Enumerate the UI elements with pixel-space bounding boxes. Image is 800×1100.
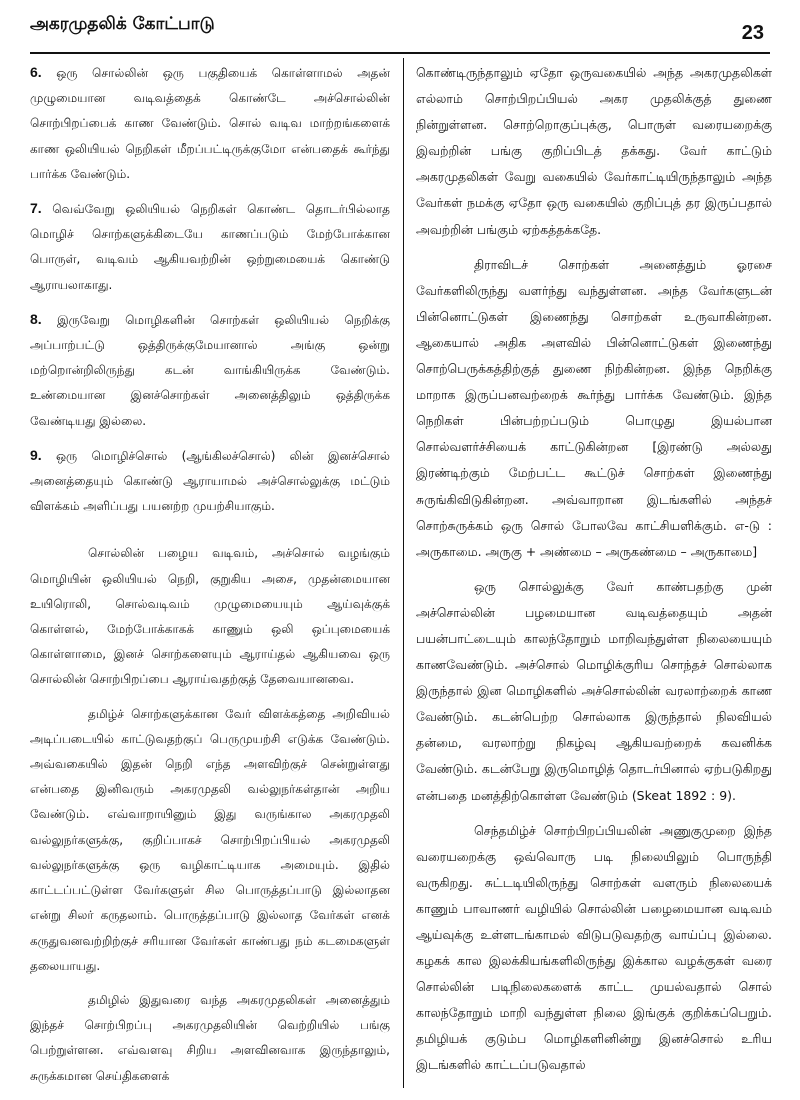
left-column bbox=[30, 60, 390, 1089]
running-header bbox=[30, 8, 770, 48]
body-paragraph: ஒரு சொல்லுக்கு வேர் காண்பதற்கு முன் அச்சொல்லின் பழமையான வடிவத்தையும் அதன் பயன்பாட்டையும் காலந்தோறும் மாறிவந்துள்ள நிலையையும் காணவேண்டும். அச்சொல் மொழிக்குரிய சொந்தச் சொல்லாக இருந்தால் இன மொழிகளில் அச்சொல்லின் வரலாற்றைக் காண வேண்டும். கடன்பெற்ற சொல்லாக இருந்தால் நிலவியல் தன்மை, வரலாற்று நிகழ்வு ஆகியவற்றைக் கவனிக்க வேண்டும். கடன்பேறு இருமொழித் தொடர்பினால் ஏற்படுகிறது என்பதை மனத்திற்கொள்ள வேண்டும் (Skeat 1892 : 9). bbox=[416, 578, 772, 803]
body-paragraph: கொண்டிருந்தாலும் ஏதோ ஒருவகையில் அந்த அகரமுதலிகள் எல்லாம் சொற்பிறப்பியல் அகர முதலிக்குத் துணை நின்றுள்ளன. சொற்றொகுப்புக்கு, பொருள் வரையறைக்கு இவற்றின் பங்கு குறிப்பிடத் தக்கது. வேர் காட்டும் அகரமுதலிகள் வேறு வகையில் வேர்காட்டியிருந்தாலும் அந்த வேர்கள் நமக்கு ஏதோ ஒரு வகையில் குறிப்புத் தர இருப்பதால் அவற்றின் பங்கும் ஏற்கத்தக்கதே. bbox=[416, 65, 772, 237]
item-text: இருவேறு மொழிகளின் சொற்கள் ஒலியியல் நெறிக்கு அப்பாற்பட்டு ஒத்திருக்குமேயானால் அங்கு ஒன்று மற்றொன்றிலிருந்து கடன் வாங்கியிருக்க வேண்டும். உண்மையான இனச்சொற்கள் அனைத்திலும் ஒத்திருக்க வேண்டியது இல்லை. bbox=[30, 312, 390, 428]
item-text: வெவ்வேறு ஒலியியல் நெறிகள் கொண்ட தொடர்பில்லாத மொழிச் சொற்களுக்கிடையே காணப்படும் மேற்போக்கான பொருள், வடிவம் ஆகியவற்றின் ஒற்றுமையைக் கொண்டு ஆராயலாகாது. bbox=[30, 202, 390, 292]
numbered-item-7 bbox=[30, 196, 390, 298]
running-title: அகரமுதலிக் கோட்பாடு bbox=[30, 14, 215, 34]
body-paragraph: தமிழில் இதுவரை வந்த அகரமுதலிகள் அனைத்தும் இந்தச் சொற்பிறப்பு அகரமுதலியின் வெற்றியில் பங்கு பெற்றுள்ளன. எவ்வளவு சிறிய அளவினவாக இருந்தாலும், சுருக்கமான செய்திகளைக் bbox=[30, 992, 390, 1083]
numbered-item-6 bbox=[30, 60, 390, 187]
page-number: 23 bbox=[741, 22, 764, 44]
header-rule bbox=[30, 52, 770, 54]
item-number: 6. bbox=[30, 64, 42, 80]
right-column bbox=[416, 60, 772, 1079]
body-paragraph: செந்தமிழ்ச் சொற்பிறப்பியலின் அணுகுமுறை இந்த வரையறைக்கு ஒவ்வொரு படி நிலையிலும் பொருந்தி வருகிறது. சுட்டடியிலிருந்து சொற்கள் வளரும் நிலையைக் காணும் பாவாணர் வழியில் சொல்லின் பழைமையான வடிவம் ஆய்வுக்கு உள்ளடங்காமல் விடுபடுவதற்கு வாய்ப்பு இல்லை. கழகக் கால இலக்கியங்களிலிருந்து இக்கால வழக்குகள் வரை சொல்லின் படிநிலைகளைக் காட்ட முயல்வதால் சொல் காலந்தோறும் மாறி வந்துள்ள நிலை இங்குக் குறிக்கப்பெறும். தமிழியக் குடும்ப மொழிகளினின்று இனச்சொல் உரிய இடங்களில் காட்டப்படுவதால் bbox=[416, 822, 772, 1073]
item-text: ஒரு சொல்லின் ஒரு பகுதியைக் கொள்ளாமல் அதன் முழுமையான வடிவத்தைக் கொண்டே அச்சொல்லின் சொற்பிறப்பைக் காண வேண்டும். சொல் வடிவ மாற்றங்களைக் காண ஒலியியல் நெறிகள் மீறப்பட்டிருக்குமோ என்பதைக் கூர்ந்து பார்க்க வேண்டும். bbox=[30, 66, 390, 181]
item-number: 7. bbox=[30, 200, 42, 217]
item-number: 8. bbox=[30, 310, 42, 327]
item-number: 9. bbox=[30, 446, 42, 463]
numbered-item-9 bbox=[30, 443, 390, 520]
column-divider bbox=[403, 58, 404, 1088]
item-text: ஒரு மொழிச்சொல் (ஆங்கிலச்சொல்) லின் இனச்சொல் அனைத்தையும் கொண்டு ஆராயாமல் அச்சொல்லுக்கு மட்டும் விளக்கம் அளிப்பது பயனற்ற முயற்சியாகும். bbox=[30, 448, 390, 514]
numbered-item-8 bbox=[30, 307, 390, 434]
body-paragraph: சொல்லின் பழைய வடிவம், அச்சொல் வழங்கும் மொழியின் ஒலியியல் நெறி, குறுகிய அசை, முதன்மையான உயிரொலி, சொல்வடிவம் முழுமையையும் ஆய்வுக்குக் கொள்ளல், மேற்போக்காகக் காணும் ஒலி ஒப்புமையைக் கொள்ளாமை, இனச் சொற்களையும் ஆராய்தல் ஆகியவை ஒரு சொல்லின் சொற்பிறப்பை ஆராய்வதற்குத் தேவையானவை. bbox=[30, 546, 390, 687]
body-paragraph: தமிழ்ச் சொற்களுக்கான வேர் விளக்கத்தை அறிவியல் அடிப்படையில் காட்டுவதற்குப் பெருமுயற்சி எடுக்க வேண்டும். அவ்வகையில் இதன் நெறி எந்த அளவிற்குச் சென்றுள்ளது என்பதை இனிவரும் அகரமுதலி வல்லுநர்கள்தான் அறிய வேண்டும். எவ்வாறாயினும் இது வருங்கால அகரமுதலி வல்லுநர்களுக்கு, குறிப்பாகச் சொற்பிறப்பியல் அகரமுதலி வல்லுநர்களுக்கு ஒரு வழிகாட்டியாக அமையும். இதில் காட்டப்பட்டுள்ள வேர்களுள் சில பொருத்தப்பாடு இல்லாதன என்று சிலர் கருதலாம். பொருத்தப்பாடு இல்லாத வேர்கள் எனக் கருதுவனவற்றிற்குச் சரியான வேர்கள் காண்பது நம் கடமைகளுள் தலையாயது. bbox=[30, 706, 390, 973]
body-paragraph: திராவிடச் சொற்கள் அனைத்தும் ஓரசை வேர்களிலிருந்து வளர்ந்து வந்துள்ளன. அந்த வேர்களுடன் பின்னொட்டுகள் இணைந்து சொற்கள் உருவாகின்றன. ஆகையால் அதிக அளவில் பின்னொட்டுகள் இணைந்து சொற்பெருக்கத்திற்குத் துணை நிற்கின்றன. இந்த நெறிக்கு மாறாக இருப்பனவற்றைக் கூர்ந்து பார்க்க வேண்டும். இந்த நெறிகள் பின்பற்றப்படும் பொழுது இயல்பான சொல்வளர்ச்சியைக் காட்டுகின்றன [இரண்டு அல்லது இரண்டிற்கும் மேற்பட்ட கூட்டுச் சொற்கள் இணைந்து சுருங்கிவிடுகின்றன. அவ்வாறான இடங்களில் அந்தச் சொற்சுருக்கம் ஒரு சொல் போலவே காட்சியளிக்கும். எ-டு : அருகாமை. அருகு + அண்மை – அருகண்மை – அருகாமை] bbox=[416, 256, 772, 559]
